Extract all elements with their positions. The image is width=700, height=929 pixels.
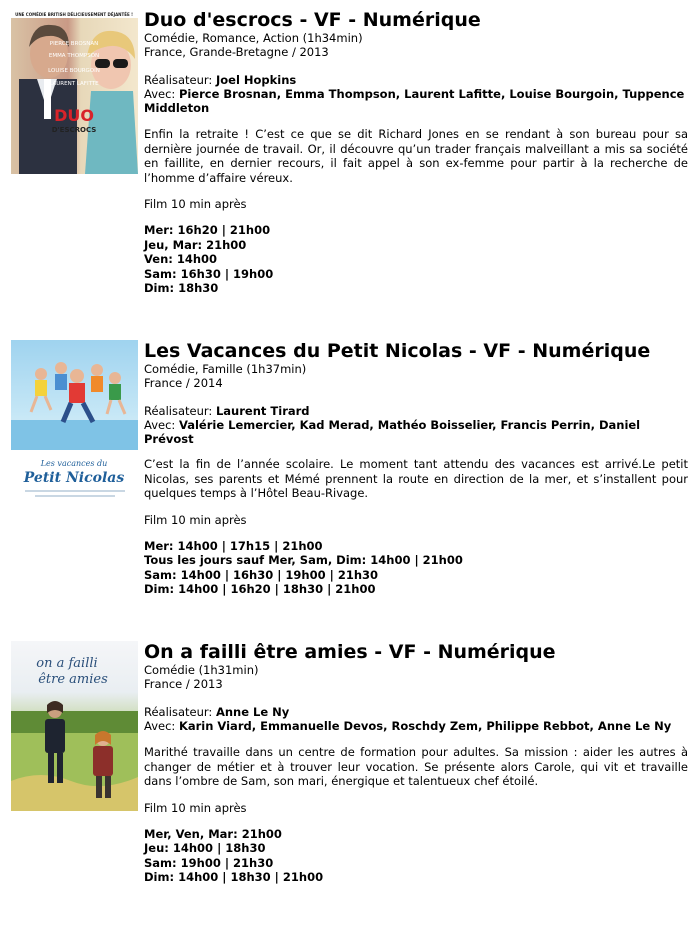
- schedule-line: Dim: 14h00 | 18h30 | 21h00: [144, 870, 324, 884]
- schedule-line: Mer: 14h00 | 17h15 | 21h00: [144, 538, 323, 553]
- film-schedule: [144, 223, 688, 296]
- film-synopsis: Enfin la retraite ! C’est ce que se dit Richard Jones en se rendant à son bureau pour sa dernière journée de travail. Or, il découvre qu’un trader français malveillant a mis sa société en faillite, en dernier recours, il fait appel à son ex-femme pour partir à la recherche de l’homme d’affaire véreux.: [144, 127, 688, 185]
- film-director: [144, 404, 688, 418]
- director-name: Joel Hopkins: [215, 73, 297, 87]
- poster-logo: DUO: [54, 106, 94, 125]
- film-note: Film 10 min après: [144, 800, 247, 815]
- film-schedule: [144, 539, 688, 597]
- film-info: [144, 9, 688, 296]
- director-name: Laurent Tirard: [215, 404, 310, 418]
- poster-banner: UNE COMÉDIE BRITISH DÉLICIEUSEMENT DÉJANTÉE !: [15, 12, 133, 17]
- film-title[interactable]: Duo d'escrocs - VF - Numérique: [144, 9, 481, 31]
- schedule-line: Mer, Ven, Mar: 21h00: [144, 826, 282, 841]
- schedule-line: Jeu: 14h00 | 18h30: [144, 841, 266, 855]
- schedule-line: Jeu, Mar: 21h00: [144, 237, 247, 252]
- poster-name: PIERCE BROSNAN: [49, 41, 99, 47]
- cast-names: Karin Viard, Emmanuelle Devos, Roschdy Zem, Philippe Rebbot, Anne Le Ny: [178, 719, 672, 733]
- cast-names: Pierce Brosnan, Emma Thompson, Laurent Lafitte, Louise Bourgoin, Tuppence Middleton: [144, 87, 685, 115]
- film-schedule: [144, 827, 688, 885]
- film-director: [144, 73, 688, 87]
- schedule-line: Sam: 14h00 | 16h30 | 19h00 | 21h30: [144, 567, 379, 582]
- cast-label: Avec:: [144, 418, 176, 432]
- film-synopsis: Marithé travaille dans un centre de formation pour adultes. Sa mission : aider les autres à changer de métier et à trouver leur vocation. Se présente alors Carole, qui vit et travaille dans l’ombre de Sam, son mari, énergique et talentueux chef étoilé.: [144, 745, 688, 788]
- schedule-line: Dim: 18h30: [144, 281, 219, 295]
- film-note: Film 10 min après: [144, 197, 247, 211]
- film-origin: France / 2013: [144, 677, 223, 691]
- schedule-line: Sam: 19h00 | 21h30: [144, 855, 274, 870]
- cast-label: Avec:: [144, 87, 176, 101]
- poster-logo-top: on a failli: [36, 656, 98, 671]
- poster-art: [11, 340, 138, 506]
- director-label: Réalisateur:: [144, 404, 213, 418]
- schedule-line: Tous les jours sauf Mer, Sam, Dim: 14h00 | 21h00: [144, 553, 463, 567]
- schedule-line: Mer: 16h20 | 21h00: [144, 223, 271, 237]
- film-origin: France / 2014: [144, 376, 223, 390]
- film-cast: [144, 418, 688, 446]
- poster-name: EMMA THOMPSON: [48, 53, 100, 59]
- schedule-line: Ven: 14h00: [144, 252, 218, 266]
- film-poster[interactable]: [11, 9, 138, 174]
- film-info: [144, 340, 688, 597]
- film-director: [144, 705, 688, 719]
- film-genres: Comédie, Romance, Action (1h34min): [144, 31, 363, 45]
- cast-names: Valérie Lemercier, Kad Merad, Mathéo Boisselier, Francis Perrin, Daniel Prévost: [144, 418, 641, 446]
- cast-label: Avec:: [144, 719, 176, 733]
- poster-art: [11, 641, 138, 811]
- poster-logo-sub: D'ESCROCS: [51, 126, 97, 134]
- film-cast: [144, 719, 688, 733]
- film-info: [144, 641, 688, 885]
- film-genres: Comédie, Famille (1h37min): [144, 362, 307, 376]
- poster-logo-top: Les vacances du: [40, 459, 108, 468]
- film-cast: [144, 87, 688, 115]
- director-label: Réalisateur:: [144, 73, 213, 87]
- poster-name: LAURENT LAFITTE: [49, 81, 99, 87]
- film-synopsis: C’est la fin de l’année scolaire. Le moment tant attendu des vacances est arrivé.Le petit Nicolas, ses parents et Mémé prennent la route en direction de la mer, et s’installent pour quelques temps à l’Hôtel Beau-Rivage.: [144, 457, 688, 500]
- poster-name: LOUISE BOURGOIN: [48, 68, 100, 74]
- poster-art: [11, 9, 138, 174]
- film-title[interactable]: On a failli être amies - VF - Numérique: [144, 641, 556, 663]
- film-genres: Comédie (1h31min): [144, 663, 259, 677]
- film-poster[interactable]: [11, 340, 138, 506]
- schedule-line: Sam: 16h30 | 19h00: [144, 266, 274, 281]
- film-title[interactable]: Les Vacances du Petit Nicolas - VF - Numérique: [144, 340, 651, 362]
- director-label: Réalisateur:: [144, 705, 213, 719]
- poster-logo: être amies: [38, 672, 108, 687]
- poster-logo: Petit Nicolas: [23, 470, 125, 486]
- film-poster[interactable]: [11, 641, 138, 811]
- film-note: Film 10 min après: [144, 512, 247, 527]
- schedule-line: Dim: 14h00 | 16h20 | 18h30 | 21h00: [144, 582, 376, 596]
- film-origin: France, Grande-Bretagne / 2013: [144, 45, 329, 59]
- director-name: Anne Le Ny: [215, 705, 290, 719]
